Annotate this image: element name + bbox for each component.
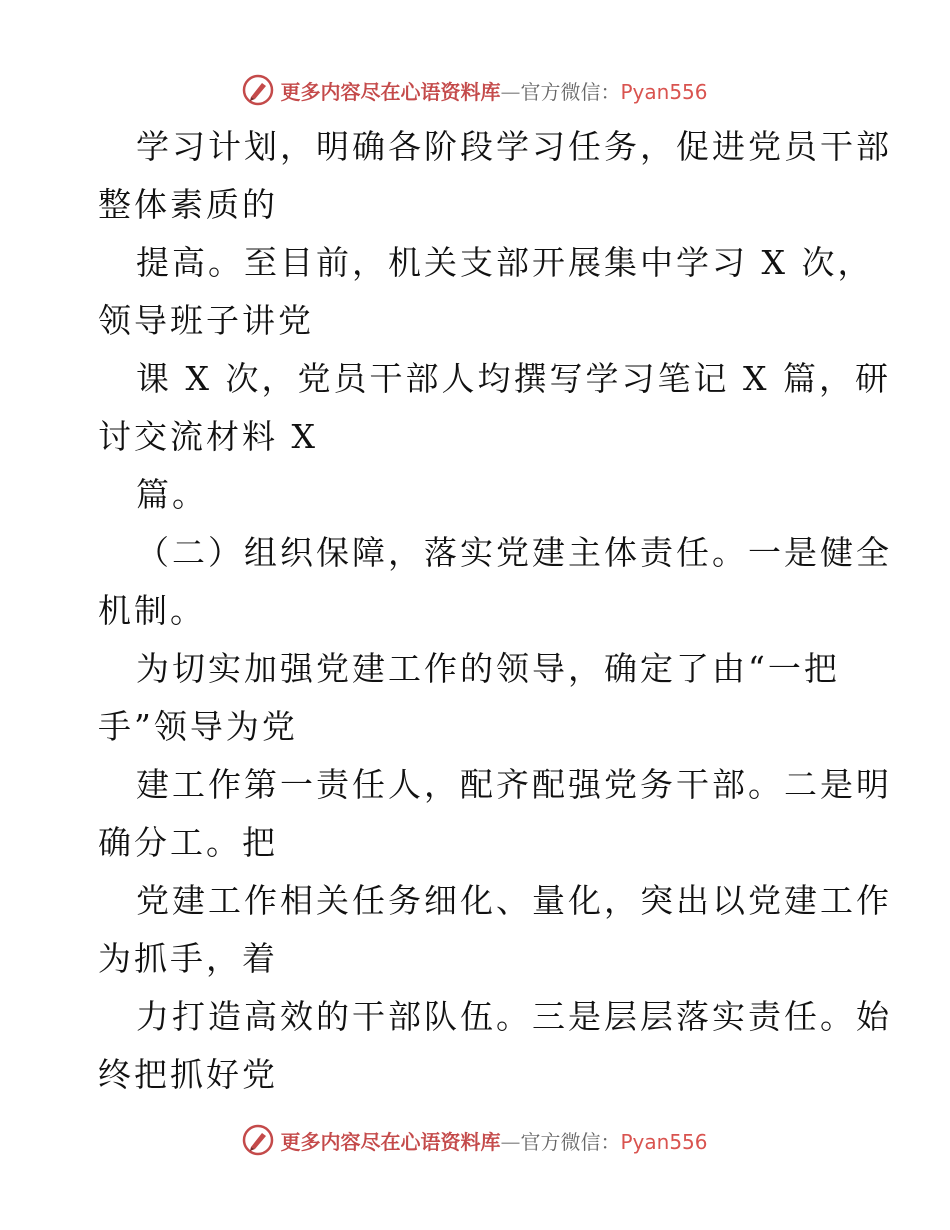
text-line: 机制。 [98,591,206,630]
text-line: 课 X 次，党员干部人均撰写学习笔记 X 篇，研 [136,359,891,398]
text-line: 学习计划，明确各阶段学习任务，促进党员干部 [136,127,892,166]
footer-official-label: 官方微信： [520,1129,621,1154]
footer-wechat-id: Pyan556 [620,1129,708,1154]
text-line: 建工作第一责任人，配齐配强党务干部。二是明 [136,765,892,804]
text-line: 为抓手，着 [98,939,278,978]
text-line: 整体素质的 [98,185,278,224]
text-line: 力打造高效的干部队伍。三是层层落实责任。始 [136,997,892,1036]
text-line: 为切实加强党建工作的领导，确定了由“一把 [136,649,840,688]
text-line: 终把抓好党 [98,1055,278,1094]
header-separator: — [500,79,521,104]
text-line: 领导班子讲党 [98,301,314,340]
footer-banner [0,1120,950,1160]
footer-brand: 更多内容尽在心语资料库 [280,1129,501,1154]
text-line: 手”领导为党 [98,707,298,746]
text-line: 提高。至目前，机关支部开展集中学习 X 次， [136,243,874,282]
document-body [98,118,892,1104]
header-banner [0,70,950,110]
header-banner-text [280,76,707,105]
text-line: 确分工。把 [98,823,278,862]
header-brand: 更多内容尽在心语资料库 [280,79,501,104]
section-heading-line: （二）组织保障，落实党建主体责任。一是健全 [136,533,892,572]
pen-logo-icon [242,74,274,106]
footer-banner-text [280,1126,707,1155]
pen-logo-icon [242,1124,274,1156]
text-line: 篇。 [136,475,208,514]
header-official-label: 官方微信： [520,79,621,104]
footer-separator: — [500,1129,521,1154]
text-line: 党建工作相关任务细化、量化，突出以党建工作 [136,881,892,920]
header-wechat-id: Pyan556 [620,79,708,104]
text-line: 讨交流材料 X [98,417,318,456]
